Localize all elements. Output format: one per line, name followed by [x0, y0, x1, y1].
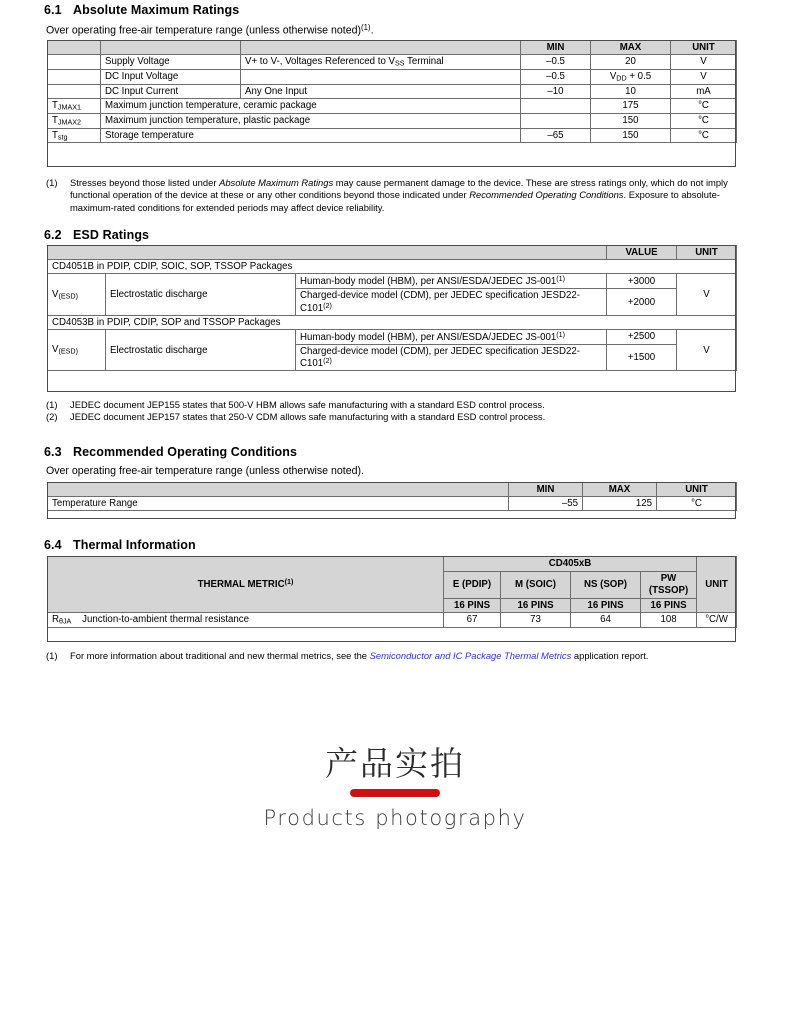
thermal-row0-val1: 73 [501, 613, 571, 628]
esd-g2-hbm-condition: Human-body model (HBM), per ANSI/ESDA/JEDEC JS-001$^{(1)}$ [296, 329, 607, 344]
roc-row0-min: –55 [509, 497, 583, 511]
amr-subnote-period: . [370, 24, 374, 37]
roc-subnote: Over operating free-air temperature range (unless otherwise noted). [46, 465, 364, 477]
section-heading-thermal-information [44, 538, 196, 552]
thermal-pkg-header-3: PW (TSSOP) [641, 571, 697, 598]
esd-g1-symbol: $V_{(ESD)}$ [48, 274, 106, 315]
amr-row0-min: –0.5 [521, 55, 591, 70]
roc-row0-max: 125 [583, 497, 657, 511]
amr-row3-max: 175 [591, 98, 671, 113]
amr-row5-param: Storage temperature [101, 128, 521, 143]
roc-header-max: MAX [583, 483, 657, 497]
table-row [48, 55, 737, 70]
thermal-pins-header-1: 16 PINS [501, 598, 571, 613]
amr-footnote-mark: (1) [46, 177, 58, 188]
esd-footnote-2-mark: (2) [46, 411, 58, 423]
amr-row5-max: 150 [591, 128, 671, 143]
thermal-pins-header-2: 16 PINS [571, 598, 641, 613]
thermal-pins-header-3: 16 PINS [641, 598, 697, 613]
esd-footnotes [46, 399, 740, 424]
amr-footnote-text: Stresses beyond those listed under Absolute Maximum Ratings may cause permanent damage to the device. These are stress ratings only, which do not imply functional operation of the device at these or any other conditions beyond those indicated under Recommended Operating Conditions. Exposure to absolute-maximum-rated conditions for extended periods may affect device reliability. [70, 177, 728, 213]
table-row [48, 613, 737, 628]
table-row [48, 84, 737, 98]
amr-row2-symbol [48, 84, 101, 98]
thermal-row0-val2: 64 [571, 613, 641, 628]
section-number: 6.1 [44, 3, 62, 17]
esd-header-blank [48, 246, 607, 260]
amr-row1-unit: V [671, 69, 737, 84]
banner-underline-bar [350, 789, 440, 797]
esd-header-value: VALUE [607, 246, 677, 260]
amr-row4-param: Maximum junction temperature, plastic package [101, 113, 521, 128]
thermal-device-group-header: CD405xB [444, 557, 697, 572]
esd-g1-hbm-condition: Human-body model (HBM), per ANSI/ESDA/JEDEC JS-001$^{(1)}$ [296, 274, 607, 289]
section-title: ESD Ratings [73, 228, 150, 242]
esd-g2-hbm-value: +2500 [607, 329, 677, 344]
amr-row5-min: –65 [521, 128, 591, 143]
esd-g2-symbol: $V_{(ESD)}$ [48, 329, 106, 370]
section-heading-esd-ratings [44, 228, 149, 242]
section-title: Absolute Maximum Ratings [73, 3, 240, 17]
amr-header-blank2 [101, 41, 241, 55]
esd-footnote-1-text: JEDEC document JEP155 states that 500-V HBM allows safe manufacturing with a standard ESD control process. [70, 399, 545, 410]
esd-g2-cdm-condition: Charged-device model (CDM), per JEDEC specification JESD22-C101$^{(2)}$ [296, 345, 607, 371]
thermal-row0-val3: 108 [641, 613, 697, 628]
esd-g1-cdm-condition: Charged-device model (CDM), per JEDEC specification JESD22-C101$^{(2)}$ [296, 289, 607, 315]
thermal-footnote [46, 650, 740, 662]
table-row [48, 69, 737, 84]
amr-footnote [46, 177, 740, 214]
amr-row0-condition: V+ to V-, Voltages Referenced to $V_{SS}$ Terminal [241, 55, 521, 70]
thermal-footnote-mark: (1) [46, 650, 58, 661]
amr-row0-unit: V [671, 55, 737, 70]
amr-row2-param: DC Input Current [101, 84, 241, 98]
amr-row2-max: 10 [591, 84, 671, 98]
amr-row0-param: Supply Voltage [101, 55, 241, 70]
thermal-pkg-header-0: E (PDIP) [444, 571, 501, 598]
section-number: 6.3 [44, 445, 62, 459]
table-header-row [48, 557, 737, 572]
esd-g1-hbm-value: +3000 [607, 274, 677, 289]
esd-g2-param: Electrostatic discharge [106, 329, 296, 370]
thermal-metrics-link[interactable]: Semiconductor and IC Package Thermal Metrics [369, 650, 572, 661]
esd-footnote-1 [46, 399, 740, 411]
amr-row5-unit: °C [671, 128, 737, 143]
banner-english-title: Products photography [263, 806, 527, 830]
table-group-row [48, 260, 737, 274]
amr-header-min: MIN [521, 41, 591, 55]
table-row [48, 98, 737, 113]
amr-row2-unit: mA [671, 84, 737, 98]
amr-row0-max: 20 [591, 55, 671, 70]
amr-row4-min [521, 113, 591, 128]
thermal-pkg-header-2: NS (SOP) [571, 571, 641, 598]
thermal-metric-header: THERMAL METRIC$^{(1)}$ [48, 557, 444, 613]
section-heading-recommended-operating-conditions [44, 445, 297, 459]
amr-subnote-sup: (1) [361, 23, 371, 32]
amr-header-max: MAX [591, 41, 671, 55]
amr-header-blank [48, 41, 101, 55]
amr-row4-max: 150 [591, 113, 671, 128]
table-thermal-information [47, 556, 737, 628]
thermal-row0-val0: 67 [444, 613, 501, 628]
table-absolute-maximum-ratings [47, 40, 737, 143]
table-row [48, 497, 737, 511]
thermal-footnote-text: For more information about traditional and new thermal metrics, see the Semiconductor and IC Package Thermal Metrics application report. [70, 650, 649, 661]
table-row [48, 113, 737, 128]
esd-g2-unit: V [677, 329, 737, 370]
amr-row1-param: DC Input Voltage [101, 69, 241, 84]
thermal-pkg-header-1: M (SOIC) [501, 571, 571, 598]
table-esd-ratings [47, 245, 737, 371]
section-heading-absolute-maximum-ratings [44, 3, 239, 17]
amr-row0-symbol [48, 55, 101, 70]
amr-row1-condition [241, 69, 521, 84]
table-header-row [48, 246, 737, 260]
roc-header-unit: UNIT [657, 483, 737, 497]
section-title: Recommended Operating Conditions [73, 445, 298, 459]
table-row [48, 329, 737, 344]
amr-row1-symbol [48, 69, 101, 84]
esd-g2-cdm-value: +1500 [607, 345, 677, 371]
thermal-unit-header: UNIT [697, 557, 737, 613]
thermal-pins-header-0: 16 PINS [444, 598, 501, 613]
amr-row3-min [521, 98, 591, 113]
amr-header-unit: UNIT [671, 41, 737, 55]
esd-header-unit: UNIT [677, 246, 737, 260]
amr-header-blank3 [241, 41, 521, 55]
thermal-row0-unit: °C/W [697, 613, 737, 628]
esd-g1-param: Electrostatic discharge [106, 274, 296, 315]
section-title: Thermal Information [73, 538, 196, 552]
table-header-row [48, 41, 737, 55]
amr-row4-unit: °C [671, 113, 737, 128]
amr-row4-symbol: $T_{JMAX2}$ [48, 113, 101, 128]
table-group-row [48, 315, 737, 329]
section-number: 6.2 [44, 228, 62, 242]
table-header-row [48, 483, 737, 497]
roc-row0-unit: °C [657, 497, 737, 511]
amr-row5-symbol: $T_{stg}$ [48, 128, 101, 143]
amr-row1-min: –0.5 [521, 69, 591, 84]
amr-row2-condition: Any One Input [241, 84, 521, 98]
esd-footnote-2 [46, 411, 740, 423]
amr-row3-symbol: $T_{JMAX1}$ [48, 98, 101, 113]
amr-row2-min: –10 [521, 84, 591, 98]
section-number: 6.4 [44, 538, 62, 552]
esd-group2-title: CD4053B in PDIP, CDIP, SOP and TSSOP Packages [48, 315, 737, 329]
esd-footnote-2-text: JEDEC document JEP157 states that 250-V CDM allows safe manufacturing with a standard ESD control process. [70, 411, 546, 423]
table-row [48, 128, 737, 143]
esd-g1-cdm-value: +2000 [607, 289, 677, 315]
thermal-row0-label: $R_{\theta JA}$ Junction-to-ambient thermal resistance [48, 613, 444, 628]
esd-group1-title: CD4051B in PDIP, CDIP, SOIC, SOP, TSSOP Packages [48, 260, 737, 274]
roc-header-blank [48, 483, 509, 497]
table-row [48, 274, 737, 289]
roc-row0-param: Temperature Range [48, 497, 509, 511]
amr-subnote [46, 23, 374, 36]
amr-row3-unit: °C [671, 98, 737, 113]
amr-row1-max: $V_{DD} + 0.5$ [591, 69, 671, 84]
banner-chinese-title: 产品实拍 [325, 744, 465, 783]
esd-g1-unit: V [677, 274, 737, 315]
roc-header-min: MIN [509, 483, 583, 497]
amr-row3-param: Maximum junction temperature, ceramic package [101, 98, 521, 113]
table-recommended-operating-conditions [47, 482, 737, 511]
esd-footnote-1-mark: (1) [46, 399, 58, 410]
amr-subnote-text: Over operating free-air temperature range (unless otherwise noted) [46, 24, 362, 37]
